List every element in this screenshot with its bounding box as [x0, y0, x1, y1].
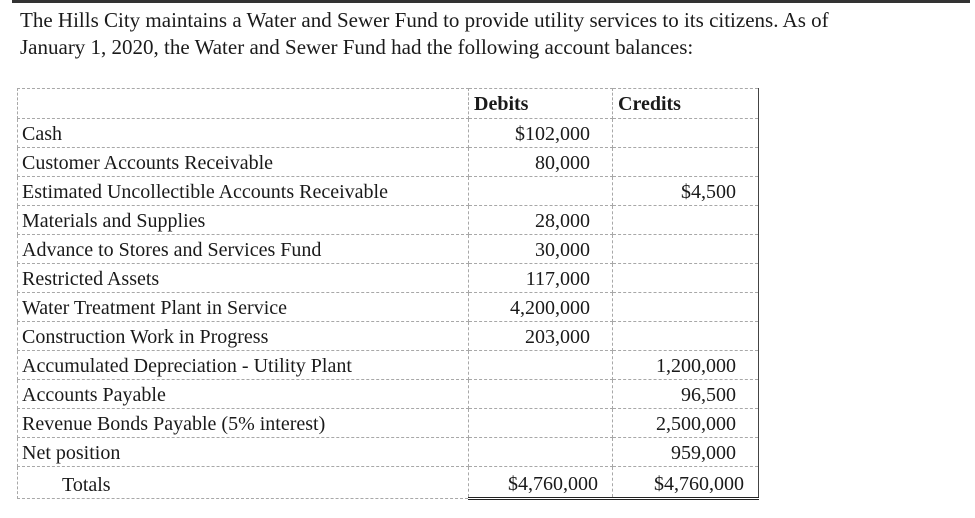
debit-amount: 30,000 — [469, 235, 613, 264]
intro-line-1: The Hills City maintains a Water and Sewer Fund to provide utility services to its citizens. As of — [20, 8, 829, 32]
credit-amount — [613, 235, 759, 264]
totals-label: Totals — [18, 467, 469, 499]
table-row — [18, 206, 759, 235]
account-name: Net position — [18, 438, 469, 467]
debit-amount — [469, 409, 613, 438]
table-header-row — [18, 89, 759, 119]
debit-amount — [469, 177, 613, 206]
credit-amount — [613, 148, 759, 177]
account-name: Materials and Supplies — [18, 206, 469, 235]
table-row — [18, 409, 759, 438]
totals-row — [18, 467, 759, 499]
debit-amount: 4,200,000 — [469, 293, 613, 322]
account-name: Estimated Uncollectible Accounts Receivable — [18, 177, 469, 206]
account-name: Accumulated Depreciation - Utility Plant — [18, 351, 469, 380]
credit-amount: 1,200,000 — [613, 351, 759, 380]
account-name: Water Treatment Plant in Service — [18, 293, 469, 322]
account-balances-table — [17, 88, 759, 500]
credit-amount: 959,000 — [613, 438, 759, 467]
table-row — [18, 322, 759, 351]
table-row — [18, 177, 759, 206]
table-row — [18, 264, 759, 293]
account-name: Revenue Bonds Payable (5% interest) — [18, 409, 469, 438]
header-account — [18, 89, 469, 119]
credit-amount — [613, 206, 759, 235]
account-name: Customer Accounts Receivable — [18, 148, 469, 177]
table-row — [18, 380, 759, 409]
credit-amount: 96,500 — [613, 380, 759, 409]
problem-intro — [20, 7, 965, 61]
credit-amount — [613, 293, 759, 322]
header-debits: Debits — [469, 89, 613, 119]
table-row — [18, 293, 759, 322]
debit-amount: $102,000 — [469, 119, 613, 148]
credit-amount — [613, 322, 759, 351]
intro-line-2: January 1, 2020, the Water and Sewer Fund had the following account balances: — [20, 35, 694, 59]
debit-amount — [469, 380, 613, 409]
debit-amount — [469, 351, 613, 380]
debit-amount: 203,000 — [469, 322, 613, 351]
credit-amount: $4,500 — [613, 177, 759, 206]
credit-amount — [613, 119, 759, 148]
top-rule — [12, 0, 970, 3]
debit-amount: 80,000 — [469, 148, 613, 177]
table-row — [18, 351, 759, 380]
table-row — [18, 235, 759, 264]
total-credits: $4,760,000 — [613, 467, 759, 499]
debit-amount: 117,000 — [469, 264, 613, 293]
debit-amount — [469, 438, 613, 467]
credit-amount — [613, 264, 759, 293]
total-debits: $4,760,000 — [469, 467, 613, 499]
table-row — [18, 148, 759, 177]
account-name: Cash — [18, 119, 469, 148]
header-credits: Credits — [613, 89, 759, 119]
account-name: Construction Work in Progress — [18, 322, 469, 351]
account-name: Restricted Assets — [18, 264, 469, 293]
debit-amount: 28,000 — [469, 206, 613, 235]
table-row — [18, 438, 759, 467]
account-name: Accounts Payable — [18, 380, 469, 409]
table-row — [18, 119, 759, 148]
account-name: Advance to Stores and Services Fund — [18, 235, 469, 264]
credit-amount: 2,500,000 — [613, 409, 759, 438]
